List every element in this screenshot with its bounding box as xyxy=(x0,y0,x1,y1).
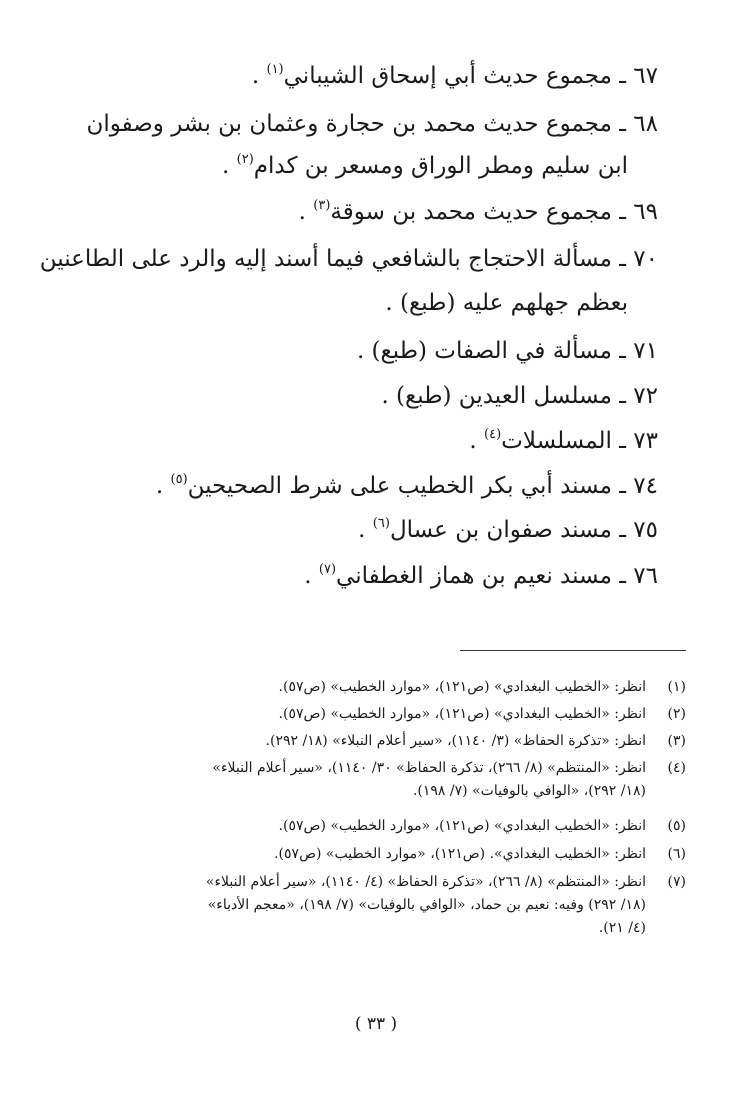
entry-68 xyxy=(86,108,658,182)
entry-text: ٧٦ ـ مسند نعيم بن هماز الغطفاني xyxy=(336,563,658,589)
footnote-text: انظر: «تذكرة الحفاظ» (٣/ ١١٤٠)، «سير أعلام النبلاء» (١٨/ ٢٩٢). xyxy=(265,733,646,749)
entry-70 xyxy=(39,243,658,319)
footnote-number: (٦) xyxy=(667,846,686,862)
footnote-marker[interactable]: (٢) xyxy=(236,152,254,167)
entry-69 xyxy=(98,196,658,228)
entry-71 xyxy=(98,335,658,367)
footnote-text: انظر: «الخطيب البغدادي» (ص١٢١)، «موارد الخطيب» (ص٥٧). xyxy=(278,706,646,722)
entry-text: ٦٩ ـ مجموع حديث محمد بن سوقة xyxy=(330,199,658,225)
entry-end: . xyxy=(222,153,237,179)
entry-text: ٧٤ ـ مسند أبي بكر الخطيب على شرط الصحيحين xyxy=(187,473,658,499)
footnote-5 xyxy=(66,815,686,838)
entry-continuation xyxy=(98,150,658,182)
footnote-marker[interactable]: (٧) xyxy=(318,562,337,577)
footnote-number: (٧) xyxy=(667,874,686,890)
entry-text: ٧٣ ـ المسلسلات xyxy=(501,428,658,454)
footnote-text: انظر: «الخطيب البغدادي» (ص١٢١)، «موارد الخطيب» (ص٥٧). xyxy=(278,679,646,695)
entry-text: ٧٢ ـ مسلسل العيدين (طبع) . xyxy=(381,383,658,409)
entry-end: . xyxy=(304,563,319,589)
footnote-number: (١) xyxy=(667,679,686,695)
footnote-marker[interactable]: (٦) xyxy=(372,516,390,531)
entry-text: ٦٨ ـ مجموع حديث محمد بن حجارة وعثمان بن بشر وصفوان xyxy=(86,111,658,137)
entry-75 xyxy=(98,514,658,546)
footnote-4 xyxy=(66,757,686,803)
entry-end: . xyxy=(358,517,373,543)
footnote-separator xyxy=(460,650,686,651)
footnote-text: انظر: «الخطيب البغدادي». (ص١٢١)، «موارد الخطيب» (ص٥٧). xyxy=(274,846,646,862)
footnote-marker[interactable]: (٤) xyxy=(484,427,502,442)
entry-end: . xyxy=(298,199,314,225)
entry-text-line2: بعظم جهلهم عليه (طبع) . xyxy=(385,290,628,316)
footnote-text: انظر: «المنتظم» (٨/ ٢٦٦)، «تذكرة الحفاظ» (٤/ ١١٤٠)، «سير أعلام النبلاء» xyxy=(205,874,646,890)
footnote-marker[interactable]: (١) xyxy=(266,62,284,77)
entry-end: . xyxy=(155,473,171,499)
footnote-text-line2: (١٨/ ٢٩٢) وفيه: نعيم بن حماد، «الوافي بالوفيات» (٧/ ١٩٨)، «معجم الأدباء» xyxy=(207,897,646,913)
footnote-3 xyxy=(66,730,686,753)
footnote-number: (٥) xyxy=(667,818,686,834)
footnote-number: (٤) xyxy=(667,760,686,776)
footnote-text-line3: (٤/ ٢١). xyxy=(598,920,646,936)
entry-text: ٧٥ ـ مسند صفوان بن عسال xyxy=(389,517,658,543)
footnote-number: (٣) xyxy=(667,733,686,749)
footnote-text: انظر: «المنتظم» (٨/ ٢٦٦)، تذكرة الحفاظ» ٣٠/ ١١٤٠)، «سير أعلام النبلاء» xyxy=(212,760,646,776)
footnote-text-line2: (١٨/ ٢٩٢)، «الوافي بالوفيات» (٧/ ١٩٨). xyxy=(412,783,646,799)
entry-73 xyxy=(98,425,658,457)
entry-72 xyxy=(98,380,658,412)
footnote-marker[interactable]: (٥) xyxy=(170,472,188,487)
entry-text: ٦٧ ـ مجموع حديث أبي إسحاق الشيباني xyxy=(283,63,658,89)
footnote-marker[interactable]: (٣) xyxy=(313,198,331,213)
entry-text-line2: ابن سليم ومطر الوراق ومسعر بن كدام xyxy=(253,153,628,179)
entry-text: ٧١ ـ مسألة في الصفات (طبع) . xyxy=(356,338,658,364)
entry-end: . xyxy=(469,428,485,454)
footnote-number: (٢) xyxy=(667,706,686,722)
entry-74 xyxy=(98,470,658,502)
entry-end: . xyxy=(251,63,267,89)
entry-67 xyxy=(98,60,658,92)
entry-text: ٧٠ ـ مسألة الاحتجاج بالشافعي فيما أسند إليه والرد على الطاعنين xyxy=(39,246,658,272)
footnote-7 xyxy=(66,871,686,940)
footnote-6 xyxy=(66,843,686,866)
footnote-2 xyxy=(66,703,686,726)
page-number: ( ٣٣ ) xyxy=(354,1014,398,1034)
footnote-text: انظر: «الخطيب البغدادي» (ص١٢١)، «موارد الخطيب» (ص٥٧). xyxy=(278,818,646,834)
footnote-1 xyxy=(66,676,686,699)
entry-76 xyxy=(98,560,658,592)
